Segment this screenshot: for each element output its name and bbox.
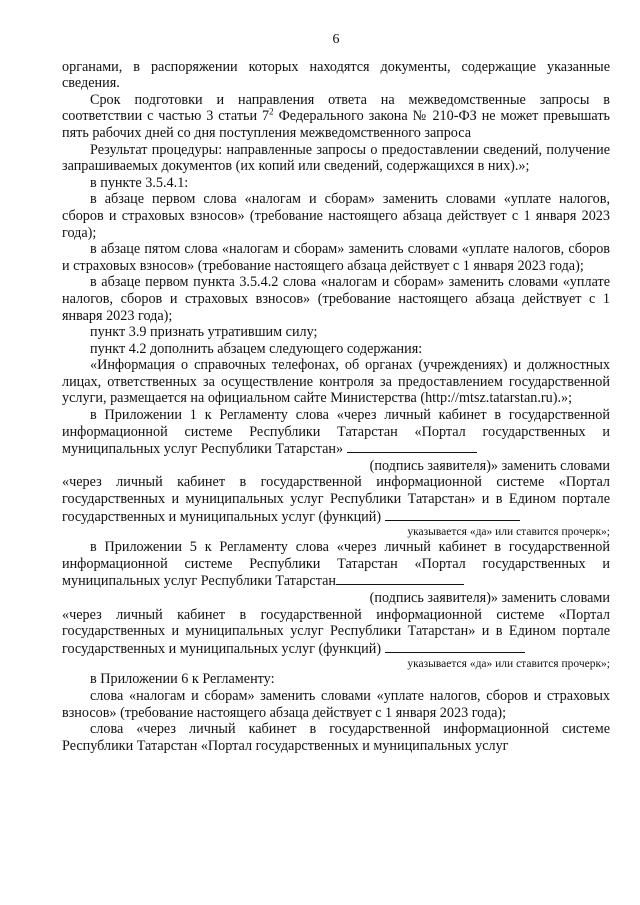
paragraph-13 xyxy=(62,474,610,525)
signature-caption-1: (подпись заявителя)» xyxy=(369,457,499,474)
appendix-5-text: в Приложении 5 к Регламенту слова «через личный кабинет в государственной информационной системе Республики Татарстан «Портал государственных и муниципальных услуг Республики Татарстан xyxy=(62,539,610,590)
paragraph-14: указывается «да» или ставится прочерк»; xyxy=(407,526,610,539)
paragraph-17 xyxy=(62,607,610,658)
paragraph-19: в Приложении 6 к Регламенту: xyxy=(90,671,275,688)
paragraph-3: Результат процедуры: направленные запросы о предоставлении сведений, получение запрашиваемых документов (их копий или сведений, содержащихся в них).»; xyxy=(62,141,610,175)
paragraph-18: указывается «да» или ставится прочерк»; xyxy=(407,658,610,671)
superscript: 2 xyxy=(269,106,274,117)
paragraph-2 xyxy=(62,92,610,142)
page-number: 6 xyxy=(332,32,340,47)
paragraph-1: органами, в распоряжении которых находятся документы, содержащие указанные сведения. xyxy=(62,58,610,92)
document-page xyxy=(62,32,610,754)
paragraph-21: слова «через личный кабинет в государственной информационной системе Республики Татарстан «Портал государственных и муниципальных услуг xyxy=(62,721,610,754)
answer-blank-2 xyxy=(385,640,525,653)
paragraph-6: в абзаце пятом слова «налогам и сборам» заменить словами «уплате налогов, сборов и страховых взносов» (требование настоящего абзаца действует с 1 января 2023 года); xyxy=(62,241,610,274)
paragraph-11 xyxy=(62,407,610,458)
paragraph-4: в пункте 3.5.4.1: xyxy=(90,174,189,191)
paragraph-16: (подпись заявителя)» заменить словами xyxy=(369,590,610,606)
paragraph-5: в абзаце первом слова «налогам и сборам» заменить словами «уплате налогов, сборов и страховых взносов» (требование настоящего абзаца действует с 1 января 2023 года); xyxy=(62,191,610,241)
answer-blank-1 xyxy=(385,508,520,521)
paragraph-20: слова «налогам и сборам» заменить словами «уплате налогов, сборов и страховых взносов» (требование настоящего абзаца действует с 1 января 2023 года); xyxy=(62,687,610,721)
paragraph-12 xyxy=(62,458,610,475)
signature-blank-1 xyxy=(347,440,477,453)
replacement-text-2: «через личный кабинет в государственной информационной системе «Портал государственных и муниципальных услуг Республики Татарстан» и в Едином портале государственных и муниципальных услуг (функций) xyxy=(62,606,610,657)
paragraph-15 xyxy=(62,539,610,590)
paragraph-10: «Информация о справочных телефонах, об органах (учреждениях) и должностных лицах, ответственных за осуществление контроля за предоставлением государственной услуги, размещается на официальном сайте Министерства (http://mtsz.tatarstan.ru).»; xyxy=(62,357,610,407)
appendix-1-text: в Приложении 1 к Регламенту слова «через личный кабинет в государственной информационной системе Республики Татарстан «Портал государственных и муниципальных услуг Республики Татарстан» xyxy=(62,407,610,458)
paragraph-2-part-b: Федерального закона № 210-ФЗ не может превышать пять рабочих дней со дня поступления межведомственного запроса xyxy=(62,108,610,141)
paragraph-7: в абзаце первом пункта 3.5.4.2 слова «налогам и сборам» заменить словами «уплате налогов, сборов и страховых взносов» (требование настоящего абзаца действует с 1 января 2023 года); xyxy=(62,274,610,324)
signature-blank-2 xyxy=(336,572,464,585)
replace-phrase-1: заменить словами xyxy=(498,457,610,474)
replacement-text-1: «через личный кабинет в государственной информационной системе «Портал государственных и муниципальных услуг Республики Татарстан» и в Едином портале государственных и муниципальных услуг (функций) xyxy=(62,474,610,525)
paragraph-2-part-a: Срок подготовки и направления ответа на межведомственные запросы в соответствии с частью 3 статьи 7 xyxy=(62,91,610,125)
paragraph-9: пункт 4.2 дополнить абзацем следующего содержания: xyxy=(90,340,423,357)
paragraph-8: пункт 3.9 признать утратившим силу; xyxy=(90,324,318,341)
